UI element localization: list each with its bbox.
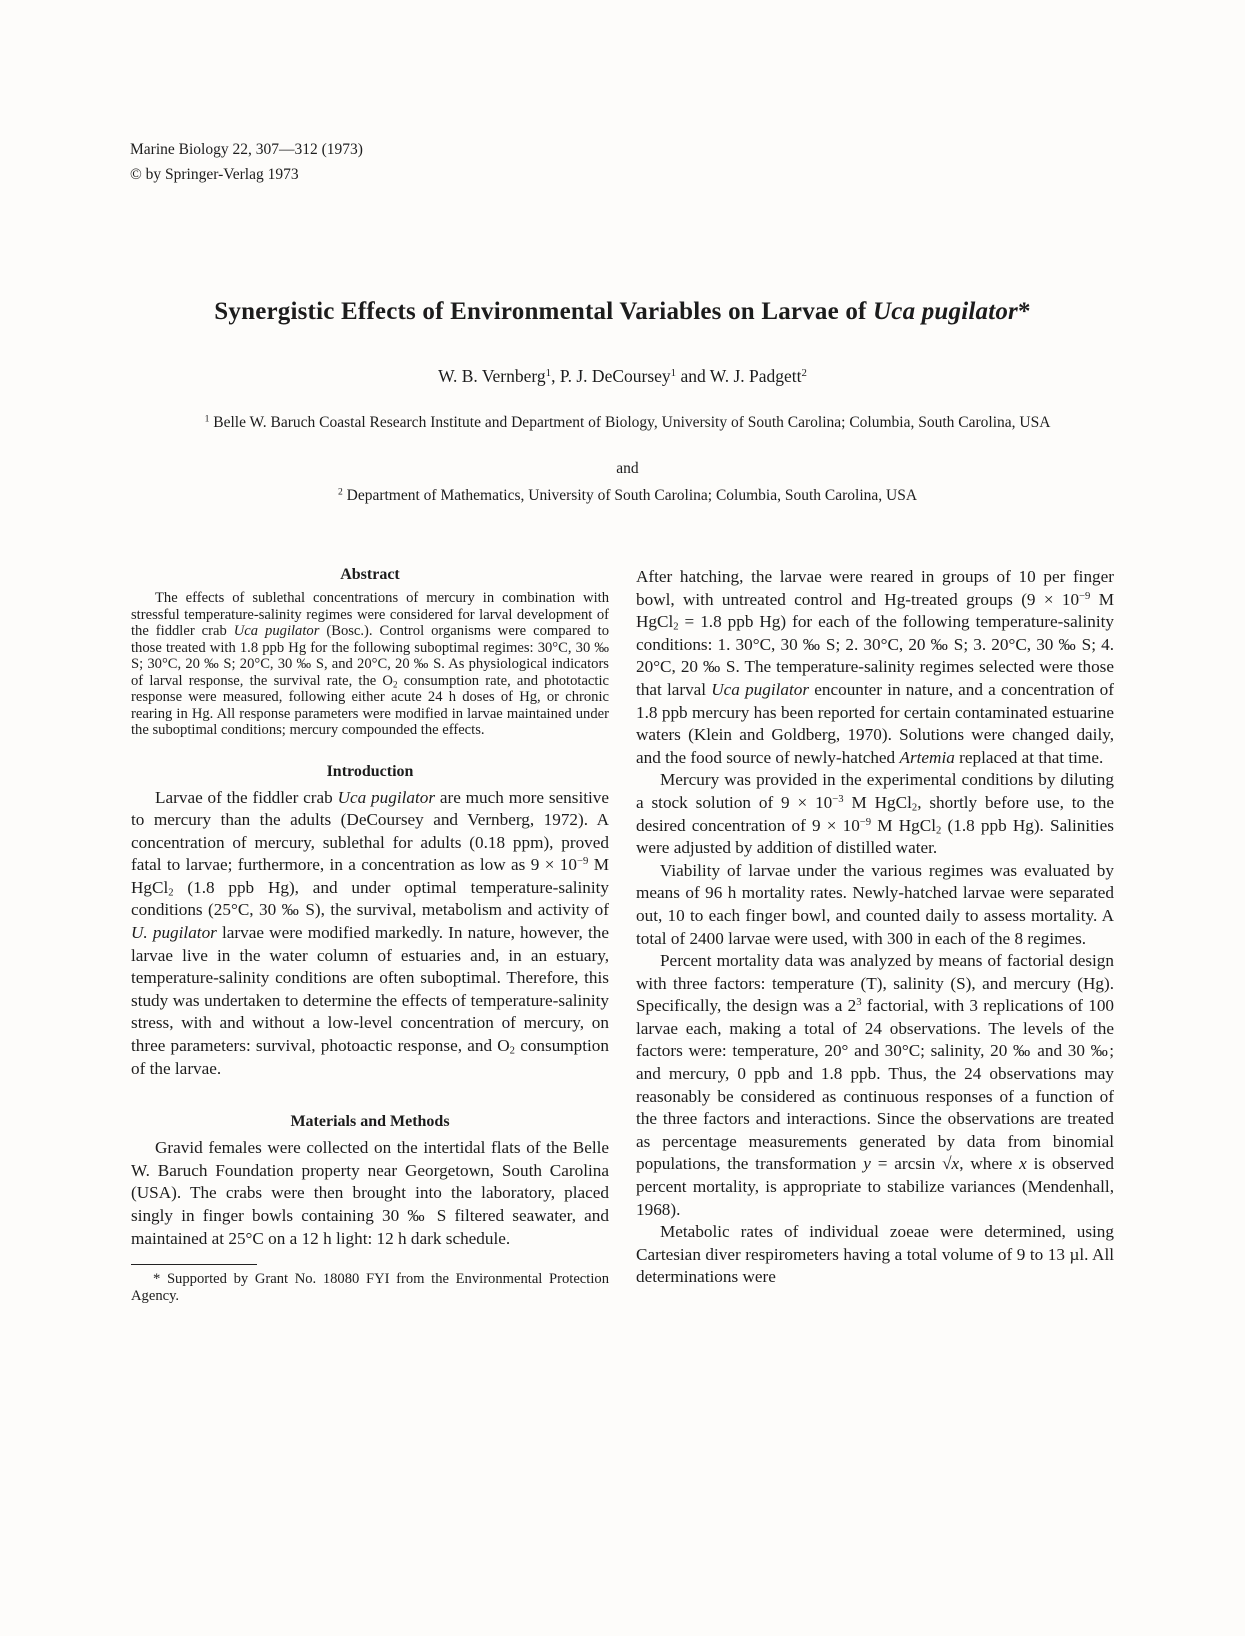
journal-citation: Marine Biology 22, 307—312 (1973) — [130, 141, 363, 158]
author-padgett: and W. J. Padgett — [676, 366, 802, 386]
rearing-paragraph: After hatching, the larvae were reared in groups of 10 per finger bowl, with untreated control and Hg-treated groups ($9 \times 10^{-9}$ M HgCl$_2$ = 1.8 ppb Hg) for each of the following temperature-salinity conditions: 1. 30°C, 30 ‰ S; 2. 30°C, 20 ‰ S; 3. 20°C, 30 ‰ S; 4. 20°C, 20 ‰ S. The temperature-salinity regimes selected were those that larval Uca pugilator encounter in nature, and a concentration of 1.8 ppb mercury has been reported for certain contaminated estuarine waters (Klein and Goldberg, 1970). Solutions were changed daily, and the food source of newly-hatched Artemia replaced at that time. — [636, 567, 1114, 767]
author-vernberg: W. B. Vernberg — [438, 366, 546, 386]
title-main: Synergistic Effects of Environmental Variables on Larvae of — [214, 298, 874, 325]
species-name: Uca pugilator — [233, 623, 320, 639]
mercury-paragraph: Mercury was provided in the experimental conditions by diluting a stock solution of $9 \times 10^{-3}$ M HgCl$_2$, shortly before use, to the desired concentration of $9 \times 10^{-9}$ M HgCl$_2$ (1.8 ppb Hg). Salinities were adjusted by addition of distilled water. — [636, 770, 1114, 858]
species-name: U. pugilator — [131, 923, 217, 943]
species-name: Uca pugilator — [711, 679, 810, 699]
species-name: Uca pugilator — [337, 787, 436, 807]
viability-paragraph: Viability of larvae under the various regimes was evaluated by means of 96 h mortality rates. Newly-hatched larvae were separated out, 10 to each finger bowl, and counted daily to assess mortality. A total of 2400 larvae were used, with 300 in each of the 8 regimes. — [636, 860, 1114, 948]
statistics-paragraph: Percent mortality data was analyzed by means of factorial design with three factors: temperature (T), salinity (S), and mercury (Hg). Specifically, the design was a $2^3$ factorial, with 3 replications of 100 larvae each, making a total of 24 observations. The levels of the factors were: temperature, 20° and 30°C; salinity, 20 ‰ and 30 ‰; and mercury, 0 ppb and 1.8 ppb. Thus, the 24 observations may reasonably be considered as continuous responses of a function of the three factors and interactions. Since the observations are treated as percentage measurements generated by data from binomial populations, the transformation y = arcsin √x, where x is observed percent mortality, is appropriate to stabilize variances (Mendenhall, 1968). — [636, 951, 1115, 1219]
abstract-heading: Abstract — [340, 566, 400, 583]
metabolism-paragraph: Metabolic rates of individual zoeae were determined, using Cartesian diver respirometers having a total volume of 9 to 13 µl. All determinations were — [636, 1222, 1114, 1287]
author-affil-mark: 2 — [801, 367, 807, 380]
affiliation-text: Belle W. Baruch Coastal Research Institute and Department of Biology, University of South Carolina; Columbia, South Carolina, USA — [209, 414, 1051, 431]
copyright-line: © by Springer-Verlag 1973 — [130, 166, 299, 183]
genus-name: Artemia — [899, 747, 955, 767]
author-affil-mark: 1 — [545, 367, 552, 380]
left-column — [131, 566, 609, 1305]
author-decoursey: , P. J. DeCoursey — [551, 366, 671, 386]
affiliation-text: Department of Mathematics, University of South Carolina; Columbia, South Carolina, USA — [342, 487, 918, 504]
affiliation-2 — [150, 487, 1105, 505]
introduction-heading: Introduction — [326, 762, 414, 780]
footnote-divider — [131, 1264, 257, 1265]
right-column — [636, 566, 1114, 1289]
methods-heading: Materials and Methods — [290, 1113, 450, 1131]
abstract-text: The effects of sublethal concentrations of mercury in combination with stressful temperature-salinity regimes were considered for larval development of the fiddler crab Uca pugilator (Bosc.). Control organisms were compared to those treated with 1.8 ppb Hg for the following suboptimal regimes: 30°C, 30 ‰ S; 30°C, 20 ‰ S; 20°C, 30 ‰ S, and 20°C, 20 ‰ S. As physiological indicators of larval response, the survival rate, the $O_2$ consumption rate, and phototactic response were measured, following either acute 24 h doses of Hg, or chronic rearing in Hg. All response parameters were modified in larvae maintained under the suboptimal conditions; mercury compounded the effects. — [131, 590, 609, 738]
introduction-paragraph: Larvae of the fiddler crab Uca pugilator are much more sensitive to mercury than the adults (DeCoursey and Vernberg, 1972). A concentration of mercury, sublethal for adults (0.18 ppm), proved fatal to larvae; furthermore, in a concentration as low as $9 \times 10^{-9}$ M HgCl$_2$ (1.8 ppb Hg), and under optimal temperature-salinity conditions (25°C, 30 ‰ S), the survival, metabolism and activity of U. pugilator larvae were modified markedly. In nature, however, the larvae live in the water column of estuaries and, in an estuary, temperature-salinity conditions are often suboptimal. Therefore, this study was undertaken to determine the effects of temperature-salinity stress, with and without a low-level concentration of mercury, on three parameters: survival, photoactic response, and $O_2$ consumption of the larvae. — [131, 787, 609, 1078]
author-affil-mark: 1 — [670, 367, 677, 380]
affiliation-1 — [150, 414, 1105, 432]
methods-paragraph: Gravid females were collected on the intertidal flats of the Belle W. Baruch Foundation property near Georgetown, South Carolina (USA). The crabs were then brought into the laboratory, placed singly in finger bowls containing 30 ‰ S filtered seawater, and maintained at 25°C on a 12 h light: 12 h dark schedule. — [131, 1138, 609, 1248]
affiliation-number: 2 — [337, 486, 343, 498]
title-footnote-marker: * — [1018, 298, 1031, 325]
title-species: Uca pugilator — [873, 298, 1018, 325]
affiliation-conjunction: and — [616, 460, 639, 477]
article-title — [60, 298, 1185, 326]
journal-header — [130, 137, 363, 187]
affiliation-number: 1 — [204, 413, 210, 425]
author-list — [0, 366, 1245, 387]
funding-footnote: * Supported by Grant No. 18080 FYI from the Environmental Protection Agency. — [131, 1271, 609, 1305]
